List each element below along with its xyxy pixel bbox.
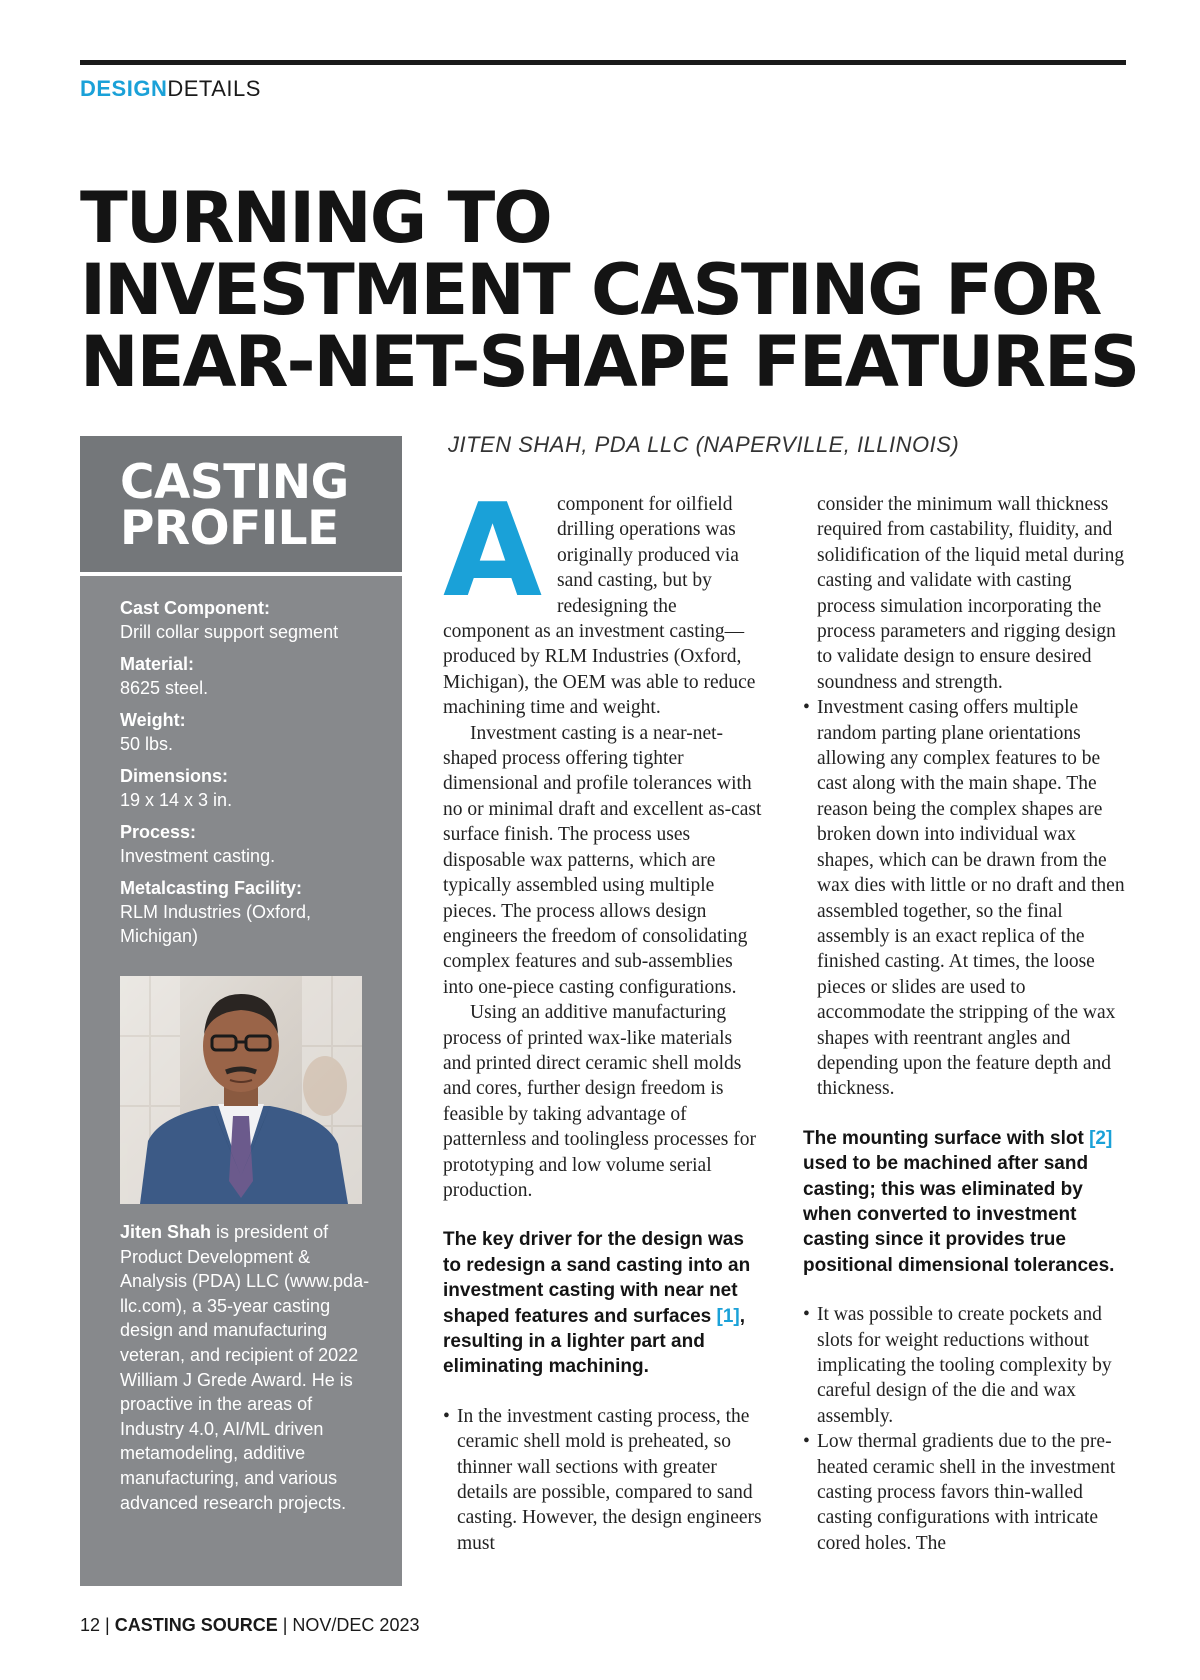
author-photo (120, 976, 362, 1204)
top-rule (80, 60, 1126, 65)
spec-list (120, 596, 390, 956)
bullet-list (803, 1302, 1128, 1556)
pull-quote: The key driver for the design was to redesign a sand casting into an investment casting with near net shaped features and surfaces [1], resulting in a lighter part and eliminating machining. (443, 1229, 751, 1378)
page-footer: 12 | CASTING SOURCE | NOV/DEC 2023 (80, 1615, 420, 1635)
list-item: • It was possible to create pockets and slots for weight reductions without implicating the tooling complexity by careful design of the die and wax assembly. (803, 1302, 1128, 1429)
spec-item: Dimensions: 19 x 14 x 3 in. (120, 766, 233, 810)
article-column-2 (803, 492, 1128, 1556)
spec-item: Material: 8625 steel. (120, 654, 209, 698)
bullet-list (443, 1404, 763, 1556)
spec-item: Weight: 50 lbs. (120, 710, 186, 754)
list-item: • Investment casing offers multiple random parting plane orientations allowing any complex features to be cast along with the main shape. The reason being the complex shapes are broken down into individual wax shapes, which can be drawn from the wax dies with little or no draft and then assembled together, so the final assembly is an exact replica of the finished casting. At times, the loose pieces or slides are used to accommodate the stripping of the wax shapes with reentrant angles and depending upon the feature depth and thickness. (803, 695, 1128, 1102)
body-paragraph: Investment casting is a near-net-shaped process offering tighter dimensional and profile tolerances with no or minimal draft and excellent as-cast surface finish. The process uses disposable wax patterns, which are typically assembled using multiple pieces. The process allows design engineers the freedom of consolidating complex features and sub-assemblies into one-piece casting configurations. (443, 722, 762, 998)
body-paragraph: component for oilfield drilling operations was originally produced via sand casting, but by redesigning the component as an investment casting—produced by RLM Industries (Oxford, Michigan), the OEM was able to reduce machining time and weight. (443, 494, 756, 719)
headline: TURNING TO INVESTMENT CASTING FOR NEAR-NET-SHAPE FEATURES (80, 177, 1139, 403)
casting-profile-sidebar (80, 436, 402, 1586)
article-column-1 (443, 477, 763, 1556)
spec-item: Cast Component: Drill collar support segment (120, 598, 339, 642)
bullet-list (803, 695, 1128, 1102)
author-bio: Jiten Shah is president of Product Development & Analysis (PDA) LLC (www.pda-llc.com), a 35-year casting design and manufacturing veteran, and recipient of 2022 William J Grede Award. He is proactive in the areas of Industry 4.0, AI/ML driven metamodeling, additive manufacturing, and various advanced research projects. (120, 1222, 370, 1513)
list-item: • In the investment casting process, the ceramic shell mold is preheated, so thinner wall sections with greater details are possible, compared to sand casting. However, the design engineers must (443, 1404, 763, 1556)
author-portrait-icon (120, 976, 362, 1204)
figure-reference-link[interactable]: [1] (716, 1305, 740, 1327)
figure-reference-link[interactable]: [2] (1089, 1127, 1113, 1149)
spec-item: Metalcasting Facility: RLM Industries (Oxford, Michigan) (120, 878, 312, 946)
casting-profile-title: CASTING PROFILE (80, 436, 402, 576)
list-item: • Low thermal gradients due to the pre-heated ceramic shell in the investment casting process favors thin-walled casting configurations with intricate cored holes. The (803, 1429, 1128, 1556)
drop-cap: A (443, 477, 543, 626)
spec-item: Process: Investment casting. (120, 822, 276, 866)
body-paragraph: Using an additive manufacturing process of printed wax-like materials and printed direct ceramic shell molds and cores, further design freedom is feasible by taking advantage of patternless and toolingless processes for prototyping and low volume serial production. (443, 1002, 757, 1201)
pull-quote: The mounting surface with slot [2] used to be machined after sand casting; this was eliminated by when converted to investment casting since it provides true positional dimensional tolerances. (803, 1127, 1115, 1276)
byline: JITEN SHAH, PDA LLC (NAPERVILLE, ILLINOIS) (448, 432, 960, 457)
body-paragraph: consider the minimum wall thickness required from castability, fluidity, and solidification of the liquid metal during casting and validate with casting process simulation incorporating the process parameters and rigging design to validate design to ensure desired soundness and strength. (817, 494, 1125, 693)
section-label: DESIGNDETAILS (80, 76, 261, 101)
